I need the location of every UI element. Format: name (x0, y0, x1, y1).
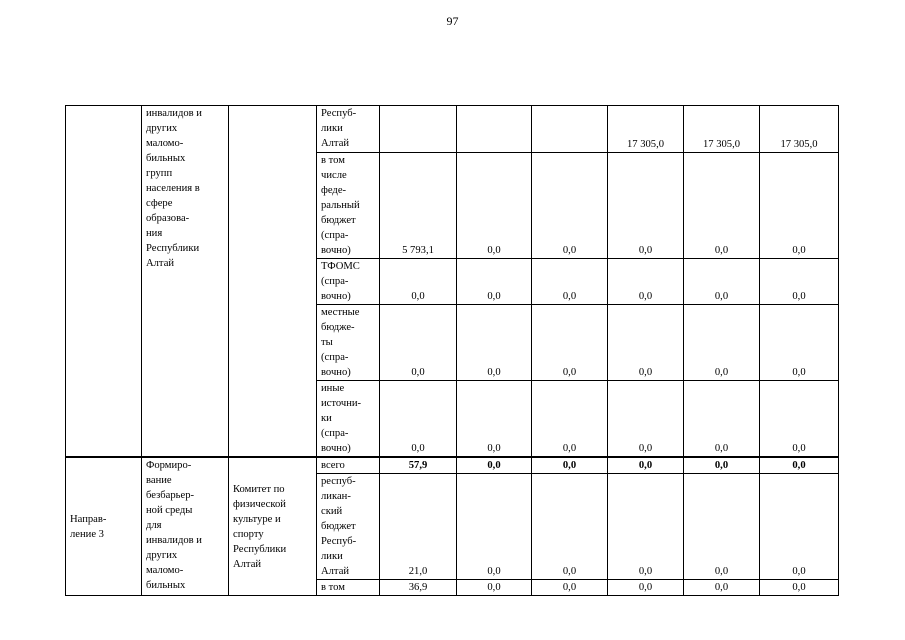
value-cell: 0,0 (608, 259, 684, 305)
value-cell: 0,0 (608, 381, 684, 458)
value-cell: 17 305,0 (760, 106, 839, 153)
value-cell: 0,0 (457, 580, 532, 596)
value-cell: 5 793,1 (380, 153, 457, 259)
value-cell: 0,0 (457, 474, 532, 580)
value-cell: 0,0 (760, 457, 839, 474)
value-cell: 0,0 (684, 474, 760, 580)
value-cell: 0,0 (380, 305, 457, 381)
value-cell: 0,0 (457, 153, 532, 259)
value-cell: 0,0 (532, 474, 608, 580)
value-cell: 0,0 (684, 457, 760, 474)
funding-source-cell: респуб- ликан- ский бюджет Респуб- лики Алтай (317, 474, 380, 580)
value-cell: 0,0 (684, 305, 760, 381)
executor-cell: Комитет по физической культуре и спорту Республики Алтай (229, 457, 317, 596)
value-cell: 0,0 (532, 305, 608, 381)
value-cell (380, 106, 457, 153)
funding-source-cell: всего (317, 457, 380, 474)
budget-table (65, 105, 839, 596)
funding-source-cell: в том (317, 580, 380, 596)
value-cell: 0,0 (760, 580, 839, 596)
value-cell: 0,0 (532, 457, 608, 474)
value-cell: 0,0 (760, 153, 839, 259)
page-number: 97 (446, 14, 459, 28)
value-cell: 0,0 (760, 259, 839, 305)
value-cell: 57,9 (380, 457, 457, 474)
value-cell: 0,0 (608, 305, 684, 381)
executor-cell (229, 106, 317, 458)
value-cell: 0,0 (760, 381, 839, 458)
funding-source-cell: в том числе феде- ральный бюджет (спра- вочно) (317, 153, 380, 259)
value-cell: 0,0 (608, 457, 684, 474)
value-cell: 0,0 (380, 259, 457, 305)
value-cell: 0,0 (760, 305, 839, 381)
value-cell: 0,0 (532, 580, 608, 596)
value-cell: 0,0 (684, 259, 760, 305)
funding-source-cell: ТФОМС (спра- вочно) (317, 259, 380, 305)
value-cell: 21,0 (380, 474, 457, 580)
funding-source-cell: местные бюдже- ты (спра- вочно) (317, 305, 380, 381)
value-cell: 0,0 (684, 381, 760, 458)
value-cell: 0,0 (532, 153, 608, 259)
value-cell: 0,0 (457, 259, 532, 305)
value-cell: 0,0 (684, 580, 760, 596)
funding-source-cell: Респуб- лики Алтай (317, 106, 380, 153)
funding-source-cell: иные источни- ки (спра- вочно) (317, 381, 380, 458)
value-cell: 0,0 (532, 259, 608, 305)
value-cell: 17 305,0 (684, 106, 760, 153)
value-cell: 0,0 (457, 305, 532, 381)
value-cell: 0,0 (532, 381, 608, 458)
value-cell: 0,0 (457, 457, 532, 474)
value-cell (457, 106, 532, 153)
direction-cell (66, 106, 142, 458)
value-cell: 0,0 (684, 153, 760, 259)
value-cell: 0,0 (380, 381, 457, 458)
value-cell: 0,0 (608, 580, 684, 596)
value-cell: 17 305,0 (608, 106, 684, 153)
value-cell: 0,0 (608, 474, 684, 580)
direction-cell: Направ- ление 3 (66, 457, 142, 596)
activity-name-cell: Формиро- вание безбарьер- ной среды для инвалидов и других маломо- бильных (142, 457, 229, 596)
value-cell: 36,9 (380, 580, 457, 596)
value-cell: 0,0 (760, 474, 839, 580)
value-cell (532, 106, 608, 153)
table-row (66, 106, 839, 153)
value-cell: 0,0 (608, 153, 684, 259)
value-cell: 0,0 (457, 381, 532, 458)
activity-name-cell: инвалидов и других маломо- бильных групп населения в сфере образова- ния Республики Алтай (142, 106, 229, 458)
table-row (66, 457, 839, 474)
